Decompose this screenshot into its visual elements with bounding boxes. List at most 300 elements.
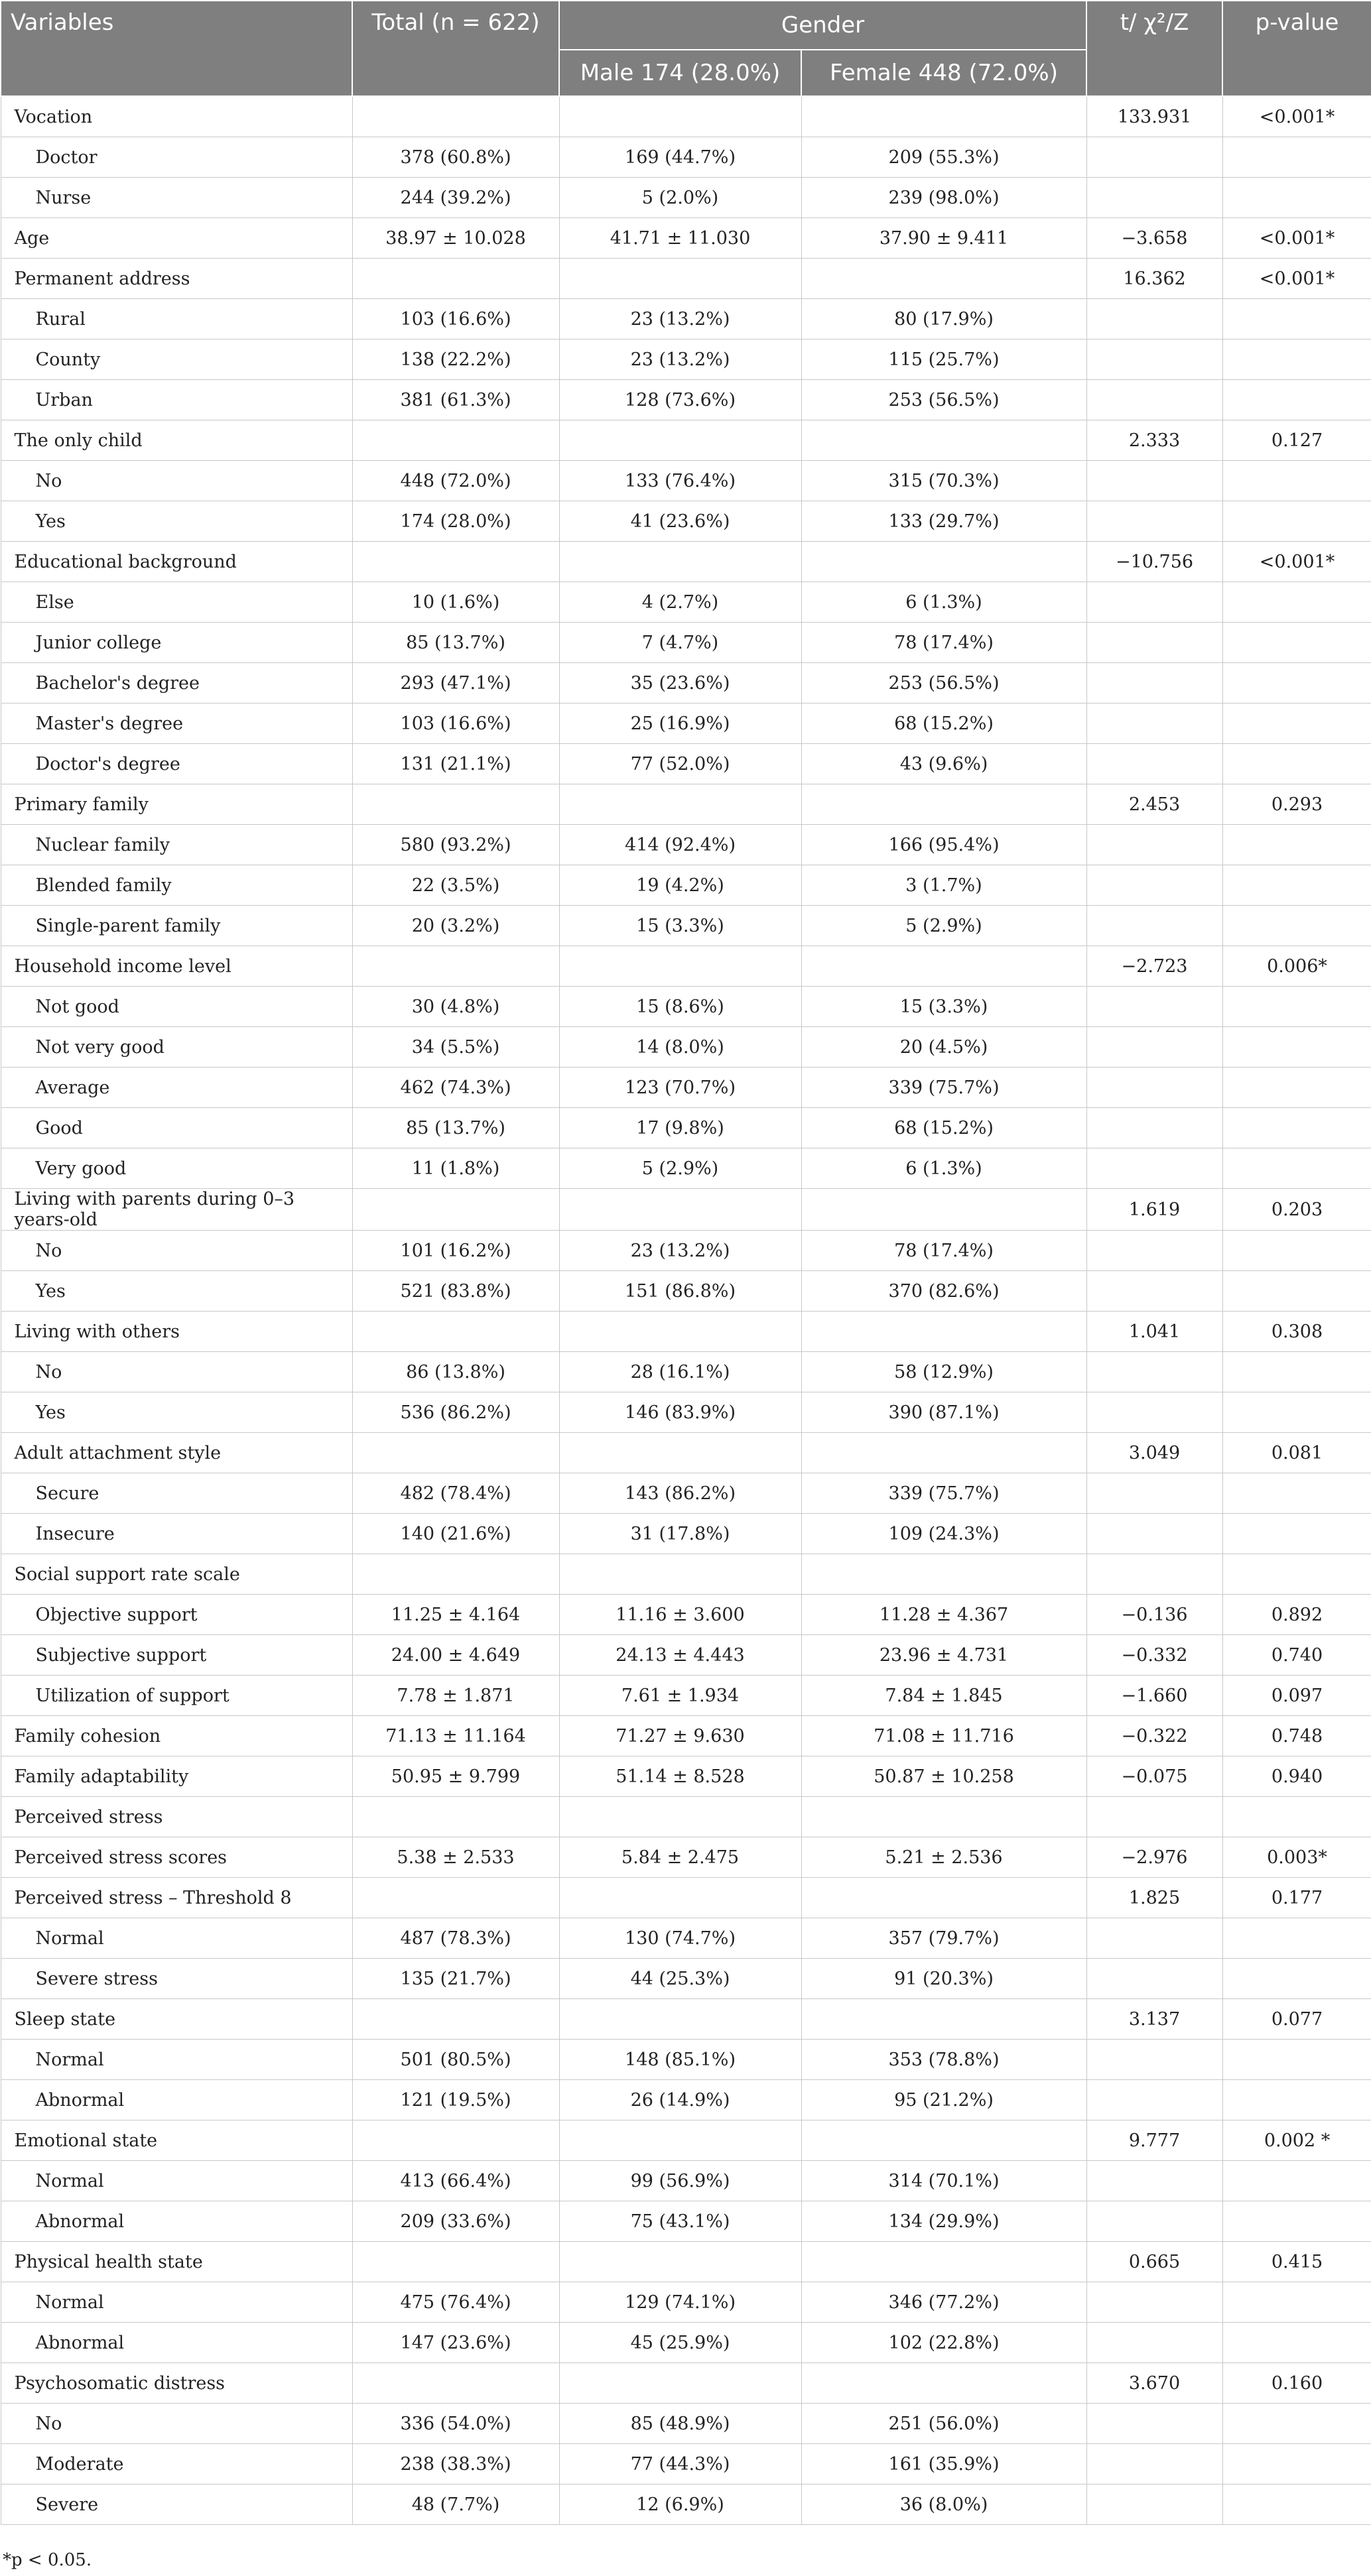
p-value-cell bbox=[1222, 1514, 1371, 1554]
male-cell: 414 (92.4%) bbox=[559, 825, 801, 865]
male-cell: 148 (85.1%) bbox=[559, 2040, 801, 2080]
p-value-cell bbox=[1222, 582, 1371, 623]
female-cell bbox=[801, 96, 1086, 137]
female-cell: 370 (82.6%) bbox=[801, 1271, 1086, 1312]
male-cell: 123 (70.7%) bbox=[559, 1068, 801, 1108]
p-value-cell bbox=[1222, 299, 1371, 339]
male-cell: 169 (44.7%) bbox=[559, 137, 801, 178]
female-cell: 7.84 ± 1.845 bbox=[801, 1676, 1086, 1716]
total-cell bbox=[352, 1554, 559, 1595]
female-cell: 390 (87.1%) bbox=[801, 1392, 1086, 1433]
table-row bbox=[1, 2363, 1371, 2404]
statistic-cell bbox=[1086, 1271, 1222, 1312]
female-cell: 134 (29.9%) bbox=[801, 2201, 1086, 2242]
p-value-cell bbox=[1222, 380, 1371, 420]
total-cell bbox=[352, 1189, 559, 1231]
variable-cell: Yes bbox=[1, 501, 352, 542]
variable-cell: Yes bbox=[1, 1271, 352, 1312]
female-cell: 251 (56.0%) bbox=[801, 2404, 1086, 2444]
statistic-cell: 9.777 bbox=[1086, 2120, 1222, 2161]
statistic-cell bbox=[1086, 2404, 1222, 2444]
statistic-cell bbox=[1086, 501, 1222, 542]
statistic-cell bbox=[1086, 1514, 1222, 1554]
p-value-cell bbox=[1222, 339, 1371, 380]
statistic-cell bbox=[1086, 704, 1222, 744]
variable-cell: Doctor's degree bbox=[1, 744, 352, 784]
statistic-cell bbox=[1086, 1148, 1222, 1189]
statistic-cell bbox=[1086, 1797, 1222, 1837]
male-cell: 19 (4.2%) bbox=[559, 865, 801, 906]
female-cell: 161 (35.9%) bbox=[801, 2444, 1086, 2484]
p-value-cell bbox=[1222, 1352, 1371, 1392]
male-cell: 5 (2.0%) bbox=[559, 178, 801, 218]
table-row bbox=[1, 1189, 1371, 1231]
p-value-cell bbox=[1222, 1392, 1371, 1433]
table-row bbox=[1, 704, 1371, 744]
header-male: Male 174 (28.0%) bbox=[559, 50, 801, 96]
variable-cell: No bbox=[1, 2404, 352, 2444]
male-cell: 151 (86.8%) bbox=[559, 1271, 801, 1312]
statistic-cell bbox=[1086, 1231, 1222, 1271]
table-row bbox=[1, 2080, 1371, 2120]
total-cell bbox=[352, 259, 559, 299]
variable-cell: Adult attachment style bbox=[1, 1433, 352, 1473]
statistic-cell: 3.137 bbox=[1086, 1999, 1222, 2040]
variable-cell: County bbox=[1, 339, 352, 380]
female-cell: 357 (79.7%) bbox=[801, 1918, 1086, 1959]
p-value-cell bbox=[1222, 2040, 1371, 2080]
variable-cell: Abnormal bbox=[1, 2201, 352, 2242]
male-cell: 12 (6.9%) bbox=[559, 2484, 801, 2525]
p-value-cell bbox=[1222, 2404, 1371, 2444]
male-cell: 15 (8.6%) bbox=[559, 987, 801, 1027]
statistic-cell bbox=[1086, 906, 1222, 946]
table-row bbox=[1, 1878, 1371, 1918]
variable-cell: Objective support bbox=[1, 1595, 352, 1635]
male-cell: 133 (76.4%) bbox=[559, 461, 801, 501]
male-cell: 77 (44.3%) bbox=[559, 2444, 801, 2484]
statistic-cell: 1.619 bbox=[1086, 1189, 1222, 1231]
total-cell: 30 (4.8%) bbox=[352, 987, 559, 1027]
female-cell: 78 (17.4%) bbox=[801, 623, 1086, 663]
p-value-cell: 0.077 bbox=[1222, 1999, 1371, 2040]
variable-cell: Primary family bbox=[1, 784, 352, 825]
variable-cell: Good bbox=[1, 1108, 352, 1148]
table-row bbox=[1, 1108, 1371, 1148]
table-row bbox=[1, 2201, 1371, 2242]
statistic-cell bbox=[1086, 178, 1222, 218]
table-row bbox=[1, 1959, 1371, 1999]
p-value-cell: 0.940 bbox=[1222, 1756, 1371, 1797]
total-cell: 22 (3.5%) bbox=[352, 865, 559, 906]
table-row bbox=[1, 2120, 1371, 2161]
table-row bbox=[1, 1392, 1371, 1433]
variable-cell: Doctor bbox=[1, 137, 352, 178]
female-cell: 3 (1.7%) bbox=[801, 865, 1086, 906]
total-cell bbox=[352, 1312, 559, 1352]
table-row bbox=[1, 1068, 1371, 1108]
statistic-cell bbox=[1086, 2040, 1222, 2080]
header-p-value: p-value bbox=[1222, 1, 1371, 96]
total-cell: 20 (3.2%) bbox=[352, 906, 559, 946]
total-cell: 5.38 ± 2.533 bbox=[352, 1837, 559, 1878]
male-cell: 7 (4.7%) bbox=[559, 623, 801, 663]
female-cell: 6 (1.3%) bbox=[801, 582, 1086, 623]
male-cell bbox=[559, 2120, 801, 2161]
male-cell: 23 (13.2%) bbox=[559, 339, 801, 380]
statistic-cell: 16.362 bbox=[1086, 259, 1222, 299]
variable-cell: Household income level bbox=[1, 946, 352, 987]
table-row bbox=[1, 987, 1371, 1027]
table-row bbox=[1, 1271, 1371, 1312]
male-cell: 15 (3.3%) bbox=[559, 906, 801, 946]
table-row bbox=[1, 299, 1371, 339]
total-cell bbox=[352, 946, 559, 987]
total-cell: 147 (23.6%) bbox=[352, 2323, 559, 2363]
variable-cell: Moderate bbox=[1, 2444, 352, 2484]
total-cell: 487 (78.3%) bbox=[352, 1918, 559, 1959]
variable-cell: Normal bbox=[1, 1918, 352, 1959]
statistic-cell bbox=[1086, 1392, 1222, 1433]
header-test-statistic: t/ χ²/Z bbox=[1086, 1, 1222, 96]
table-row bbox=[1, 178, 1371, 218]
statistic-cell: −2.723 bbox=[1086, 946, 1222, 987]
p-value-cell: 0.177 bbox=[1222, 1878, 1371, 1918]
male-cell: 51.14 ± 8.528 bbox=[559, 1756, 801, 1797]
total-cell: 121 (19.5%) bbox=[352, 2080, 559, 2120]
statistic-cell bbox=[1086, 299, 1222, 339]
statistic-cell bbox=[1086, 1027, 1222, 1068]
table-row bbox=[1, 1312, 1371, 1352]
statistic-cell bbox=[1086, 1473, 1222, 1514]
statistic-cell bbox=[1086, 2161, 1222, 2201]
male-cell: 130 (74.7%) bbox=[559, 1918, 801, 1959]
total-cell: 24.00 ± 4.649 bbox=[352, 1635, 559, 1676]
statistic-cell bbox=[1086, 623, 1222, 663]
statistic-cell bbox=[1086, 865, 1222, 906]
table-row bbox=[1, 623, 1371, 663]
variable-cell: Living with parents during 0–3 years-old bbox=[1, 1189, 352, 1231]
statistic-cell: −0.136 bbox=[1086, 1595, 1222, 1635]
female-cell bbox=[801, 1797, 1086, 1837]
total-cell bbox=[352, 2120, 559, 2161]
female-cell: 68 (15.2%) bbox=[801, 704, 1086, 744]
statistic-cell bbox=[1086, 339, 1222, 380]
table-body bbox=[1, 96, 1371, 2525]
statistic-cell: 3.670 bbox=[1086, 2363, 1222, 2404]
statistic-cell: −0.322 bbox=[1086, 1716, 1222, 1756]
p-value-cell bbox=[1222, 1918, 1371, 1959]
table-row bbox=[1, 784, 1371, 825]
total-cell: 475 (76.4%) bbox=[352, 2282, 559, 2323]
p-value-cell bbox=[1222, 663, 1371, 704]
variable-cell: Emotional state bbox=[1, 2120, 352, 2161]
total-cell: 10 (1.6%) bbox=[352, 582, 559, 623]
female-cell: 109 (24.3%) bbox=[801, 1514, 1086, 1554]
female-cell: 133 (29.7%) bbox=[801, 501, 1086, 542]
variable-cell: No bbox=[1, 1231, 352, 1271]
female-cell bbox=[801, 946, 1086, 987]
table-row bbox=[1, 137, 1371, 178]
p-value-cell: <0.001* bbox=[1222, 259, 1371, 299]
variable-cell: Subjective support bbox=[1, 1635, 352, 1676]
p-value-cell bbox=[1222, 825, 1371, 865]
table-row bbox=[1, 218, 1371, 259]
male-cell bbox=[559, 1999, 801, 2040]
female-cell bbox=[801, 1878, 1086, 1918]
female-cell: 23.96 ± 4.731 bbox=[801, 1635, 1086, 1676]
header-total: Total (n = 622) bbox=[352, 1, 559, 96]
table-row bbox=[1, 1676, 1371, 1716]
statistic-cell bbox=[1086, 2282, 1222, 2323]
total-cell: 462 (74.3%) bbox=[352, 1068, 559, 1108]
variable-cell: Social support rate scale bbox=[1, 1554, 352, 1595]
statistic-cell bbox=[1086, 2444, 1222, 2484]
variable-cell: The only child bbox=[1, 420, 352, 461]
total-cell bbox=[352, 1797, 559, 1837]
total-cell: 448 (72.0%) bbox=[352, 461, 559, 501]
statistic-cell bbox=[1086, 987, 1222, 1027]
female-cell: 68 (15.2%) bbox=[801, 1108, 1086, 1148]
p-value-cell: 0.740 bbox=[1222, 1635, 1371, 1676]
table-row bbox=[1, 1554, 1371, 1595]
male-cell: 24.13 ± 4.443 bbox=[559, 1635, 801, 1676]
p-value-cell: <0.001* bbox=[1222, 542, 1371, 582]
table-row bbox=[1, 1473, 1371, 1514]
table-row bbox=[1, 2444, 1371, 2484]
header-variables: Variables bbox=[1, 1, 352, 96]
female-cell: 353 (78.8%) bbox=[801, 2040, 1086, 2080]
variable-cell: Family cohesion bbox=[1, 1716, 352, 1756]
female-cell: 36 (8.0%) bbox=[801, 2484, 1086, 2525]
table-row bbox=[1, 420, 1371, 461]
statistic-cell bbox=[1086, 582, 1222, 623]
statistic-cell: 0.665 bbox=[1086, 2242, 1222, 2282]
total-cell: 103 (16.6%) bbox=[352, 704, 559, 744]
variable-cell: Yes bbox=[1, 1392, 352, 1433]
total-cell: 86 (13.8%) bbox=[352, 1352, 559, 1392]
statistic-cell bbox=[1086, 1554, 1222, 1595]
variable-cell: Age bbox=[1, 218, 352, 259]
table-row bbox=[1, 380, 1371, 420]
statistic-cell: 133.931 bbox=[1086, 96, 1222, 137]
p-value-cell bbox=[1222, 1108, 1371, 1148]
table-row bbox=[1, 1595, 1371, 1635]
variable-cell: Master's degree bbox=[1, 704, 352, 744]
male-cell: 31 (17.8%) bbox=[559, 1514, 801, 1554]
p-value-cell: <0.001* bbox=[1222, 96, 1371, 137]
total-cell bbox=[352, 1433, 559, 1473]
male-cell: 99 (56.9%) bbox=[559, 2161, 801, 2201]
male-cell bbox=[559, 542, 801, 582]
female-cell bbox=[801, 1999, 1086, 2040]
statistic-cell bbox=[1086, 1959, 1222, 1999]
variable-cell: Perceived stress – Threshold 8 bbox=[1, 1878, 352, 1918]
p-value-cell bbox=[1222, 178, 1371, 218]
variable-cell: Family adaptability bbox=[1, 1756, 352, 1797]
total-cell: 138 (22.2%) bbox=[352, 339, 559, 380]
statistic-cell bbox=[1086, 2484, 1222, 2525]
total-cell: 50.95 ± 9.799 bbox=[352, 1756, 559, 1797]
female-cell: 78 (17.4%) bbox=[801, 1231, 1086, 1271]
total-cell: 381 (61.3%) bbox=[352, 380, 559, 420]
variable-cell: Not very good bbox=[1, 1027, 352, 1068]
p-value-cell bbox=[1222, 2161, 1371, 2201]
female-cell: 50.87 ± 10.258 bbox=[801, 1756, 1086, 1797]
female-cell: 15 (3.3%) bbox=[801, 987, 1086, 1027]
table-row bbox=[1, 96, 1371, 137]
p-value-cell: 0.160 bbox=[1222, 2363, 1371, 2404]
total-cell bbox=[352, 542, 559, 582]
table-row bbox=[1, 1918, 1371, 1959]
total-cell bbox=[352, 784, 559, 825]
p-value-cell: 0.081 bbox=[1222, 1433, 1371, 1473]
table-row bbox=[1, 542, 1371, 582]
female-cell: 5.21 ± 2.536 bbox=[801, 1837, 1086, 1878]
statistic-cell bbox=[1086, 2201, 1222, 2242]
total-cell: 209 (33.6%) bbox=[352, 2201, 559, 2242]
female-cell bbox=[801, 2242, 1086, 2282]
p-value-cell: 0.415 bbox=[1222, 2242, 1371, 2282]
female-cell: 6 (1.3%) bbox=[801, 1148, 1086, 1189]
total-cell bbox=[352, 1999, 559, 2040]
male-cell: 143 (86.2%) bbox=[559, 1473, 801, 1514]
statistic-cell bbox=[1086, 1068, 1222, 1108]
p-value-cell bbox=[1222, 1148, 1371, 1189]
p-value-cell: 0.002 * bbox=[1222, 2120, 1371, 2161]
male-cell: 41 (23.6%) bbox=[559, 501, 801, 542]
p-value-cell bbox=[1222, 1797, 1371, 1837]
variable-cell: Perceived stress bbox=[1, 1797, 352, 1837]
female-cell: 239 (98.0%) bbox=[801, 178, 1086, 218]
variable-cell: Sleep state bbox=[1, 1999, 352, 2040]
female-cell bbox=[801, 1554, 1086, 1595]
total-cell: 48 (7.7%) bbox=[352, 2484, 559, 2525]
statistic-cell bbox=[1086, 825, 1222, 865]
male-cell bbox=[559, 259, 801, 299]
total-cell bbox=[352, 96, 559, 137]
male-cell bbox=[559, 2242, 801, 2282]
p-value-cell: 0.006* bbox=[1222, 946, 1371, 987]
variable-cell: Perceived stress scores bbox=[1, 1837, 352, 1878]
variable-cell: Abnormal bbox=[1, 2323, 352, 2363]
table-row bbox=[1, 339, 1371, 380]
female-cell bbox=[801, 784, 1086, 825]
female-cell bbox=[801, 420, 1086, 461]
total-cell: 7.78 ± 1.871 bbox=[352, 1676, 559, 1716]
total-cell: 174 (28.0%) bbox=[352, 501, 559, 542]
statistic-cell: −3.658 bbox=[1086, 218, 1222, 259]
p-value-cell bbox=[1222, 865, 1371, 906]
variable-cell: Blended family bbox=[1, 865, 352, 906]
total-cell bbox=[352, 1878, 559, 1918]
total-cell: 336 (54.0%) bbox=[352, 2404, 559, 2444]
table-row bbox=[1, 825, 1371, 865]
table-header bbox=[1, 1, 1371, 96]
variable-cell: Normal bbox=[1, 2161, 352, 2201]
p-value-cell bbox=[1222, 987, 1371, 1027]
female-cell: 102 (22.8%) bbox=[801, 2323, 1086, 2363]
male-cell: 44 (25.3%) bbox=[559, 1959, 801, 1999]
table-row bbox=[1, 501, 1371, 542]
statistic-cell bbox=[1086, 2323, 1222, 2363]
variable-cell: Insecure bbox=[1, 1514, 352, 1554]
table-row bbox=[1, 2282, 1371, 2323]
male-cell: 5.84 ± 2.475 bbox=[559, 1837, 801, 1878]
p-value-cell bbox=[1222, 1473, 1371, 1514]
total-cell: 140 (21.6%) bbox=[352, 1514, 559, 1554]
male-cell: 28 (16.1%) bbox=[559, 1352, 801, 1392]
table-row bbox=[1, 1837, 1371, 1878]
p-value-cell bbox=[1222, 1027, 1371, 1068]
male-cell: 41.71 ± 11.030 bbox=[559, 218, 801, 259]
female-cell bbox=[801, 542, 1086, 582]
male-cell: 4 (2.7%) bbox=[559, 582, 801, 623]
female-cell: 339 (75.7%) bbox=[801, 1473, 1086, 1514]
female-cell: 58 (12.9%) bbox=[801, 1352, 1086, 1392]
variable-cell: Normal bbox=[1, 2282, 352, 2323]
statistic-cell bbox=[1086, 1918, 1222, 1959]
table-row bbox=[1, 1433, 1371, 1473]
total-cell: 244 (39.2%) bbox=[352, 178, 559, 218]
female-cell: 5 (2.9%) bbox=[801, 906, 1086, 946]
table-row bbox=[1, 1027, 1371, 1068]
p-value-cell: 0.308 bbox=[1222, 1312, 1371, 1352]
male-cell bbox=[559, 420, 801, 461]
statistic-cell bbox=[1086, 380, 1222, 420]
p-value-cell bbox=[1222, 623, 1371, 663]
table-row bbox=[1, 1756, 1371, 1797]
male-cell bbox=[559, 1312, 801, 1352]
header-female: Female 448 (72.0%) bbox=[801, 50, 1086, 96]
male-cell: 146 (83.9%) bbox=[559, 1392, 801, 1433]
male-cell bbox=[559, 1554, 801, 1595]
table-row bbox=[1, 2323, 1371, 2363]
female-cell: 209 (55.3%) bbox=[801, 137, 1086, 178]
female-cell bbox=[801, 2363, 1086, 2404]
female-cell: 80 (17.9%) bbox=[801, 299, 1086, 339]
table-row bbox=[1, 259, 1371, 299]
table-row bbox=[1, 1999, 1371, 2040]
female-cell: 339 (75.7%) bbox=[801, 1068, 1086, 1108]
total-cell: 536 (86.2%) bbox=[352, 1392, 559, 1433]
total-cell: 71.13 ± 11.164 bbox=[352, 1716, 559, 1756]
female-cell: 115 (25.7%) bbox=[801, 339, 1086, 380]
male-cell bbox=[559, 784, 801, 825]
variable-cell: Secure bbox=[1, 1473, 352, 1514]
variable-cell: Else bbox=[1, 582, 352, 623]
total-cell: 11 (1.8%) bbox=[352, 1148, 559, 1189]
p-value-cell bbox=[1222, 1959, 1371, 1999]
male-cell: 7.61 ± 1.934 bbox=[559, 1676, 801, 1716]
table-row bbox=[1, 1635, 1371, 1676]
statistic-cell bbox=[1086, 663, 1222, 704]
p-value-cell: 0.003* bbox=[1222, 1837, 1371, 1878]
p-value-cell bbox=[1222, 1271, 1371, 1312]
statistic-cell bbox=[1086, 2080, 1222, 2120]
statistic-cell: −0.075 bbox=[1086, 1756, 1222, 1797]
variable-cell: Not good bbox=[1, 987, 352, 1027]
total-cell: 378 (60.8%) bbox=[352, 137, 559, 178]
p-value-cell: 0.293 bbox=[1222, 784, 1371, 825]
p-value-cell: 0.892 bbox=[1222, 1595, 1371, 1635]
female-cell bbox=[801, 1189, 1086, 1231]
table-row bbox=[1, 461, 1371, 501]
statistic-cell: 1.041 bbox=[1086, 1312, 1222, 1352]
table-row bbox=[1, 906, 1371, 946]
female-cell: 314 (70.1%) bbox=[801, 2161, 1086, 2201]
statistic-cell bbox=[1086, 744, 1222, 784]
